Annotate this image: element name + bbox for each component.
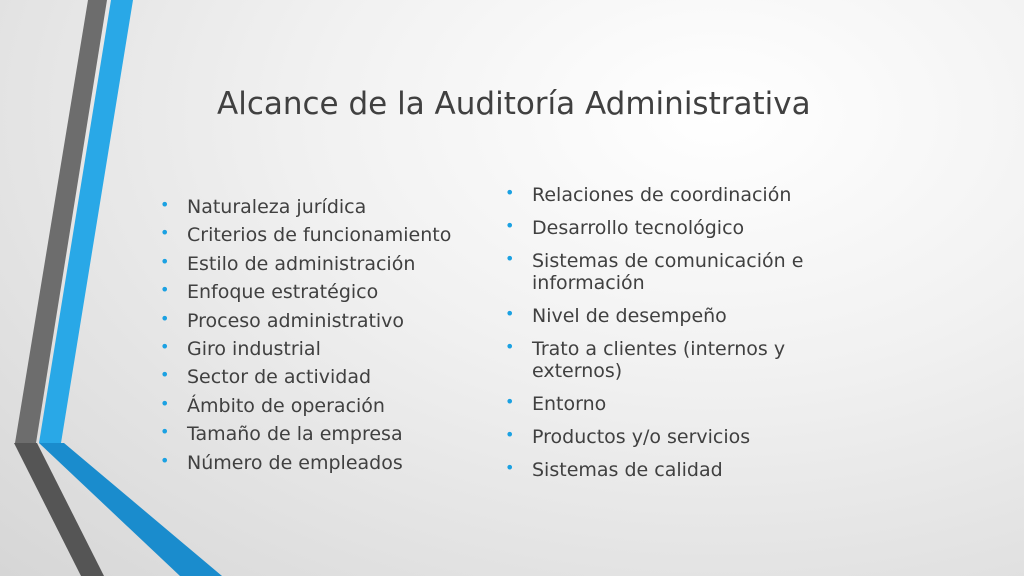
bullet-icon: • <box>160 280 170 300</box>
left-bullet-list <box>160 196 451 480</box>
bullet-icon: • <box>160 308 170 328</box>
list-item <box>505 459 865 481</box>
list-item <box>160 281 451 309</box>
bullet-icon: • <box>160 450 170 470</box>
right-bullet-list <box>505 184 865 492</box>
list-item <box>160 253 451 281</box>
list-item-label: Nivel de desempeño <box>532 305 727 327</box>
bullet-icon: • <box>160 336 170 356</box>
list-item-label: Criterios de funcionamiento <box>187 224 452 247</box>
bullet-icon: • <box>160 251 170 271</box>
list-item <box>160 338 451 366</box>
bullet-icon: • <box>505 183 515 202</box>
bullet-icon: • <box>505 216 515 235</box>
list-item <box>505 217 865 239</box>
bullet-icon: • <box>160 393 170 413</box>
list-item-label: Proceso administrativo <box>187 309 405 332</box>
list-item <box>160 366 451 394</box>
list-item-label: Trato a clientes (internos y externos) <box>532 338 786 382</box>
list-item-label: Relaciones de coordinación <box>532 184 792 206</box>
bullet-icon: • <box>505 337 515 356</box>
list-item <box>160 423 451 451</box>
list-item <box>160 224 451 252</box>
list-item-label: Estilo de administración <box>187 252 416 275</box>
list-item-label: Giro industrial <box>187 337 321 360</box>
bullet-icon: • <box>160 365 170 385</box>
list-item-label: Ámbito de operación <box>187 394 385 417</box>
list-item-label: Sector de actividad <box>187 366 372 389</box>
list-item <box>505 250 865 294</box>
list-item-label: Sistemas de comunicación e información <box>532 250 804 294</box>
list-item <box>160 452 451 480</box>
slide-title: Alcance de la Auditoría Administrativa <box>217 86 811 122</box>
bullet-icon: • <box>505 304 515 323</box>
list-item <box>505 393 865 415</box>
list-item-label: Tamaño de la empresa <box>187 423 403 446</box>
bullet-icon: • <box>505 458 515 477</box>
list-item-label: Número de empleados <box>187 451 403 474</box>
bullet-icon: • <box>160 422 170 442</box>
list-item <box>160 196 451 224</box>
bullet-icon: • <box>160 195 170 214</box>
bullet-icon: • <box>505 392 515 411</box>
list-item <box>505 184 865 206</box>
list-item-label: Productos y/o servicios <box>532 426 751 448</box>
dark-gray-lower-stripe <box>14 443 104 576</box>
list-item <box>505 426 865 448</box>
bullet-icon: • <box>505 249 515 268</box>
list-item <box>505 338 865 382</box>
list-item <box>160 395 451 423</box>
list-item-label: Naturaleza jurídica <box>187 196 367 218</box>
list-item <box>160 310 451 338</box>
bullet-icon: • <box>505 425 515 444</box>
bullet-icon: • <box>160 223 170 243</box>
list-item-label: Desarrollo tecnológico <box>532 217 745 239</box>
list-item <box>505 305 865 327</box>
list-item-label: Enfoque estratégico <box>187 281 379 304</box>
list-item-label: Entorno <box>532 393 607 415</box>
list-item-label: Sistemas de calidad <box>532 459 723 481</box>
